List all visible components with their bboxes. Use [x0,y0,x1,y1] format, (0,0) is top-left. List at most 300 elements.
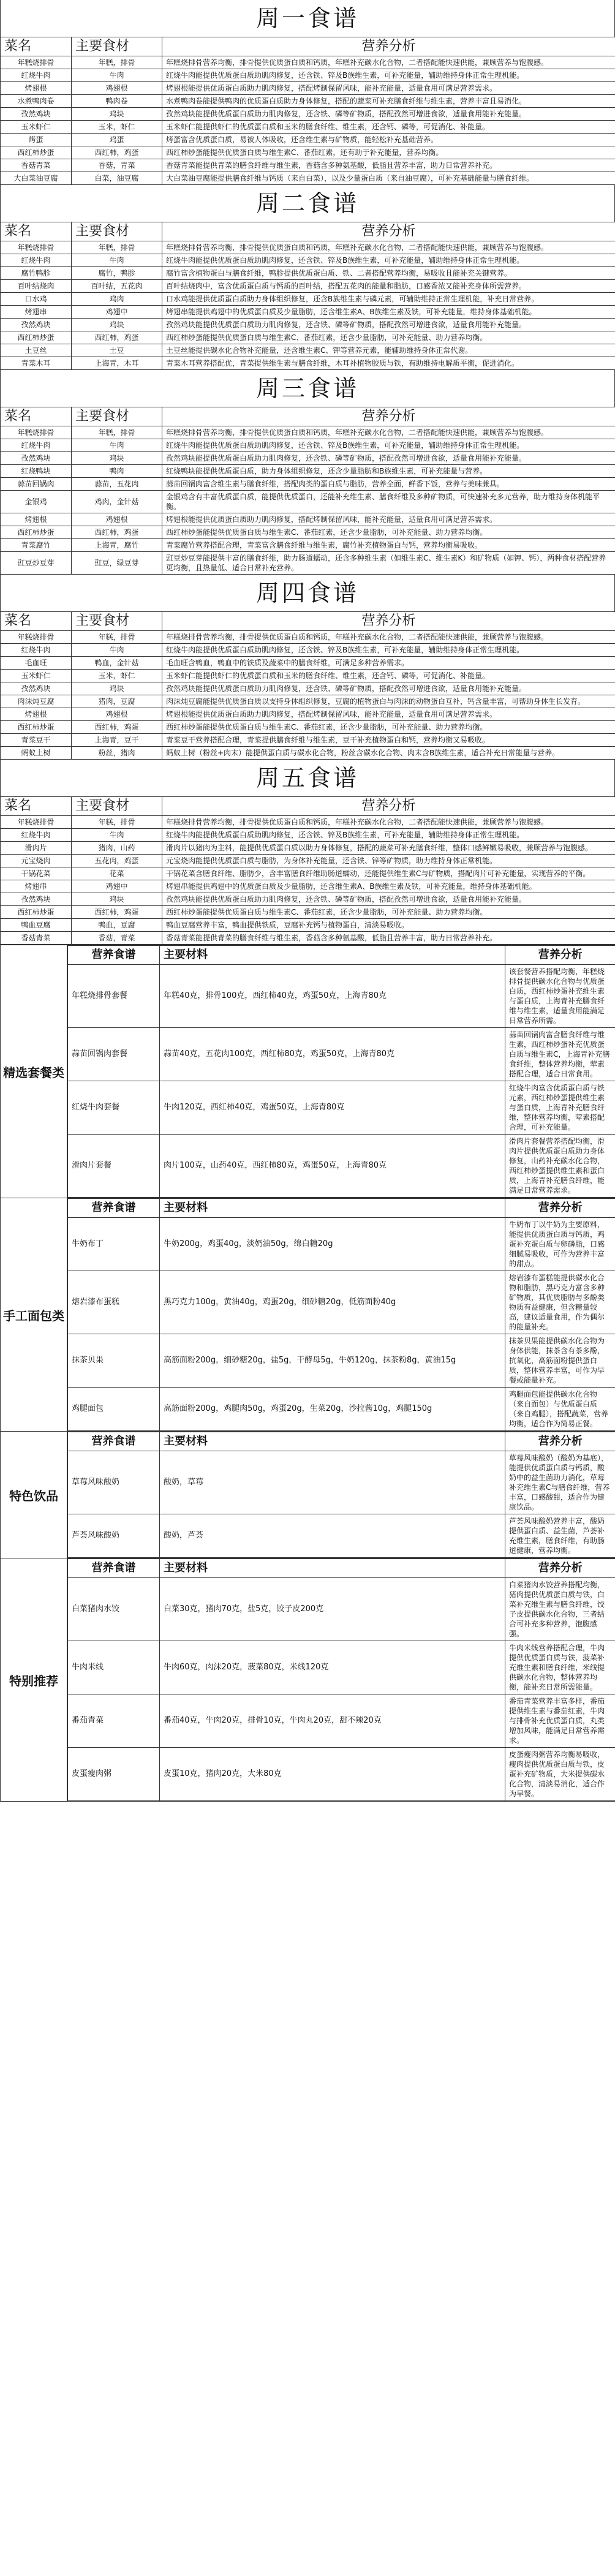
dish-name: 年糕烧排骨 [1,426,72,439]
dish-name: 鸭血豆腐 [1,919,72,932]
table-row [68,1218,615,1271]
recipe-materials: 白菜30克，猪肉70克，盐5克，饺子皮200克 [160,1578,505,1641]
section-column-header: 营养食谱 [68,1432,160,1451]
dish-ingredients: 猪肉，山药 [72,842,162,855]
dish-ingredients: 猪肉，豆腐 [72,695,162,708]
special-sections [0,945,615,1802]
recipe-analysis: 白菜猪肉水饺营养搭配均衡，猪肉提供优质蛋白质与铁，白菜补充维生素与膳食纤维，饺子皮提供碳水化合物，三者结合可补充多种营养，饱腹感强。 [505,1578,615,1641]
dish-ingredients: 上海青，木耳 [72,357,162,370]
table-row [1,159,615,172]
table-row [1,816,615,829]
dish-nutrition: 红烧牛肉能提供优质蛋白质助肌肉修复，还含铁、锌及B族维生素，可补充能量，辅助维持身体正常生理机能。 [162,644,615,657]
dish-name: 西红柿炒蛋 [1,146,72,159]
table-row [1,134,615,146]
dish-name: 红烧牛肉 [1,829,72,842]
dish-nutrition: 肉沫炖豆腐能提供优质蛋白质以支持身体组织修复，豆腐的植物蛋白与肉沫的动物蛋白互补，钙含量丰富，可帮助身体生长发育。 [162,695,615,708]
dish-nutrition: 大白菜油豆腐能提供膳食纤维与钙质（来自白菜），以及少量蛋白质（来自油豆腐），可补充基础能量与膳食纤维。 [162,172,615,185]
table-row [1,682,615,695]
dish-nutrition: 烤翅串能提供鸡翅中的优质蛋白质及少量脂肪，还含维生素A、B族维生素及铁，可补充能量，维持身体基础机能。 [162,306,615,319]
table-row [1,867,615,880]
dish-ingredients: 上海青，腐竹 [72,539,162,552]
dish-name: 青菜豆干 [1,734,72,747]
recipe-name: 熔岩漆布蛋糕 [68,1271,160,1334]
recipe-name: 白菜猪肉水饺 [68,1578,160,1641]
dish-ingredients: 香菇，青菜 [72,159,162,172]
table-row [1,708,615,721]
dish-ingredients: 土豆 [72,344,162,357]
dish-ingredients: 白菜，油豆腐 [72,172,162,185]
section-table [67,1198,615,1431]
column-header-name: 菜名 [1,407,72,426]
dish-ingredients: 鸭血，金针菇 [72,657,162,670]
section-column-header: 主要材料 [160,946,505,965]
week-table [0,222,615,370]
dish-nutrition: 青菜豆干营养搭配合理，青菜提供膳食纤维与维生素，豆干补充植物蛋白和钙，营养均衡又易吸收。 [162,734,615,747]
recipe-analysis: 熔岩漆布蛋糕能提供碳水化合物和脂肪，黑巧克力富含多种矿物质，其优质脂肪与多酚类物质有益健康，但含糖量较高，建议适量食用，作为偶尔的能量补充。 [505,1271,615,1334]
recipe-analysis: 滑肉片套餐营养搭配均衡，滑肉片提供优质蛋白质助力身体修复，山药补充碳水化合物，西红柿炒蛋提供维生素和蛋白质，上海青补充膳食纤维，能满足日常营养需求。 [505,1135,615,1198]
dish-ingredients: 牛肉 [72,439,162,452]
table-row [1,465,615,478]
dish-nutrition: 玉米虾仁能提供虾仁的优质蛋白质和玉米的膳食纤维、维生素，还含钙、磷等，可促消化、补能量。 [162,121,615,134]
section-column-header: 主要材料 [160,1432,505,1451]
recipe-analysis: 牛奶布丁以牛奶为主要原料，能提供优质蛋白质与钙质，鸡蛋补充蛋白质与卵磷脂，口感细腻易吸收，可作为营养丰富的甜点。 [505,1218,615,1271]
dish-ingredients: 年糕，排骨 [72,631,162,644]
table-row [68,1578,615,1641]
table-row [1,267,615,280]
dish-ingredients: 年糕，排骨 [72,56,162,69]
section-column-header: 营养分析 [505,1432,615,1451]
recipe-analysis: 番茄青菜营养丰富多样，番茄提供维生素与番茄红素，牛肉与排骨补充优质蛋白质，丸类增加风味，能满足日常营养需求。 [505,1694,615,1748]
dish-nutrition: 孜然鸡块能提供优质蛋白质助力肌肉修复，还含铁、磷等矿物质，搭配孜然可增进食欲，适量食用能补充能量。 [162,319,615,331]
dish-name: 烤翅串 [1,306,72,319]
week-title: 周四食谱 [0,575,615,611]
section-table [67,1432,615,1558]
dish-nutrition: 滑肉片以猪肉为主料，能提供优质蛋白质以助力身体修复，搭配的蔬菜可补充膳食纤维，整体口感鲜嫩易吸收，兼顾营养与饱腹感。 [162,842,615,855]
table-row [1,172,615,185]
recipe-analysis: 草莓风味酸奶（酸奶为基底），能提供优质蛋白质与钙质，酸奶中的益生菌助力消化，草莓补充维生素C与膳食纤维，营养丰富，口感酸甜，适合作为健康饮品。 [505,1451,615,1514]
column-header-nutrition: 营养分析 [162,222,615,241]
dish-name: 香菇青菜 [1,159,72,172]
week-menu [0,370,615,575]
table-row [1,842,615,855]
recipe-analysis: 鸡腿面包能提供碳水化合物（来自面包）与优质蛋白质（来自鸡腿），搭配蔬菜，营养均衡，适合作为简易正餐。 [505,1388,615,1431]
dish-ingredients: 鸡蛋 [72,134,162,146]
table-row [68,1514,615,1558]
dish-ingredients: 西红柿，鸡蛋 [72,331,162,344]
table-row [68,1641,615,1694]
table-row [1,426,615,439]
dish-ingredients: 牛肉 [72,254,162,267]
column-header-name: 菜名 [1,612,72,631]
recipe-name: 红烧牛肉套餐 [68,1081,160,1135]
dish-ingredients: 牛肉 [72,644,162,657]
column-header-ingredients: 主要食材 [72,222,162,241]
week-menu [0,575,615,760]
column-header-name: 菜名 [1,797,72,816]
week-table [0,796,615,945]
column-header-ingredients: 主要食材 [72,797,162,816]
dish-ingredients: 鸡肉 [72,293,162,306]
dish-name: 红烧牛肉 [1,254,72,267]
section-label: 精选套餐类 [1,945,67,1198]
dish-ingredients: 年糕，排骨 [72,241,162,254]
dish-nutrition: 烤翅根能提供优质蛋白质助力肌肉修复，搭配烤制保留风味，能补充能量，适量食用可满足营养需求。 [162,82,615,95]
dish-name: 土豆丝 [1,344,72,357]
dish-ingredients: 鸡翅中 [72,880,162,893]
dish-nutrition: 腐竹富含植物蛋白与膳食纤维，鸭胗提供优质蛋白质、铁、二者搭配营养均衡，易吸收且能补充关键营养。 [162,267,615,280]
dish-ingredients: 鸭肉 [72,465,162,478]
weekly-menus [0,0,615,945]
dish-name: 烤翅根 [1,513,72,526]
dish-nutrition: 红烧牛肉能提供优质蛋白质助肌肉修复，还含铁、锌及B族维生素，可补充能量，辅助维持身体正常生理机能。 [162,829,615,842]
section-label: 特色饮品 [1,1432,67,1558]
section-column-header: 营养食谱 [68,1199,160,1218]
table-row [1,721,615,734]
dish-name: 百叶结烧肉 [1,280,72,293]
dish-nutrition: 西红柿炒蛋能提供优质蛋白质与维生素C、番茄红素，还含少量脂肪，可补充能量、助力营养均衡。 [162,721,615,734]
dish-ingredients: 粉丝，猪肉 [72,747,162,760]
menu-section [1,1432,615,1558]
table-row [1,919,615,932]
dish-nutrition: 口水鸡能提供优质蛋白质助力身体组织修复，还含B族维生素与磷元素，可辅助维持正常生理机能，补充日常营养。 [162,293,615,306]
table-row [1,670,615,682]
week-table [0,611,615,760]
recipe-name: 滑肉片套餐 [68,1135,160,1198]
dish-nutrition: 百叶结烧肉中，富含优质蛋白质与钙质的百叶结，搭配五花肉的能量和脂肪，口感香浓又能补充身体所需营养。 [162,280,615,293]
dish-nutrition: 青菜木耳营养搭配优，青菜提供维生素与膳食纤维，木耳补植物胶质与铁，有助维持电解质平衡，促进消化。 [162,357,615,370]
table-row [1,121,615,134]
dish-ingredients: 蒜苗，五花肉 [72,478,162,491]
table-row [1,932,615,945]
dish-name: 金银鸡 [1,491,72,513]
dish-nutrition: 青菜腐竹营养搭配合理，青菜富含膳食纤维与维生素，腐竹补充植物蛋白与钙，营养均衡易吸收。 [162,539,615,552]
table-row [1,513,615,526]
column-header-name: 菜名 [1,37,72,56]
table-row [1,644,615,657]
dish-ingredients: 牛肉 [72,829,162,842]
week-menu [0,185,615,370]
dish-name: 红烧牛肉 [1,439,72,452]
dish-name: 烤翅串 [1,880,72,893]
table-row [1,695,615,708]
section-label: 手工面包类 [1,1198,67,1431]
recipe-name: 抹茶贝果 [68,1334,160,1388]
table-row [1,56,615,69]
dish-nutrition: 蚂蚁上树（粉丝+肉末）能提供蛋白质与碳水化合物，粉丝含碳水化合物、肉末含B族维生素，适合补充日常能量与营养。 [162,747,615,760]
dish-ingredients: 上海青，豆干 [72,734,162,747]
section-label: 特别推荐 [1,1558,67,1801]
table-row [1,357,615,370]
section-column-header: 营养分析 [505,1559,615,1578]
section-column-header: 主要材料 [160,1199,505,1218]
section-column-header: 营养分析 [505,946,615,965]
dish-nutrition: 年糕烧排骨营养均衡，排骨提供优质蛋白质和钙质，年糕补充碳水化合物，二者搭配能快速供能，兼顾营养与饱腹感。 [162,56,615,69]
dish-nutrition: 红烧鸭块能提供优质蛋白质，助力身体组织修复，还含少量脂肪和B族维生素，可补充能量与营养。 [162,465,615,478]
dish-name: 豇豆炒豆芽 [1,552,72,575]
recipe-analysis: 牛肉米线营养搭配合理，牛肉提供优质蛋白质与铁，菠菜补充维生素和膳食纤维，米线提供碳水化合物，整体营养均衡，能补充日常所需能量。 [505,1641,615,1694]
recipe-materials: 酸奶，芦荟 [160,1514,505,1558]
week-table [0,37,615,185]
table-row [1,657,615,670]
table-row [68,1334,615,1388]
dish-ingredients: 百叶结，五花肉 [72,280,162,293]
dish-ingredients: 鸡块 [72,452,162,465]
week-title: 周三食谱 [0,370,615,407]
column-header-ingredients: 主要食材 [72,612,162,631]
dish-name: 毛血旺 [1,657,72,670]
dish-ingredients: 腐竹，鸭胗 [72,267,162,280]
column-header-ingredients: 主要食材 [72,407,162,426]
table-row [1,880,615,893]
dish-name: 口水鸡 [1,293,72,306]
dish-ingredients: 鸡翅中 [72,306,162,319]
dish-name: 年糕烧排骨 [1,56,72,69]
dish-nutrition: 烤蛋富含优质蛋白质，易被人体吸收，还含维生素与矿物质，能轻松补充基础营养。 [162,134,615,146]
dish-nutrition: 年糕烧排骨营养均衡，排骨提供优质蛋白质和钙质，年糕补充碳水化合物，二者搭配能快速供能，兼顾营养与饱腹感。 [162,631,615,644]
dish-ingredients: 鸡肉，金针菇 [72,491,162,513]
recipe-materials: 黑巧克力100g，黄油40g，鸡蛋20g，细砂糖20g，低筋面粉40g [160,1271,505,1334]
table-row [68,1081,615,1135]
table-row [1,293,615,306]
recipe-materials: 番茄40克，牛肉20克，排骨10克，牛肉丸20克，甜不辣20克 [160,1694,505,1748]
recipe-name: 皮蛋瘦肉粥 [68,1748,160,1801]
dish-ingredients: 鸡块 [72,682,162,695]
table-row [1,331,615,344]
recipe-analysis: 红烧牛肉富含优质蛋白质与铁元素，西红柿炒蛋提供维生素与蛋白质，上海青补充膳食纤维，整体营养均衡，荤素搭配合理，可补充能量。 [505,1081,615,1135]
table-row [1,452,615,465]
table-row [1,906,615,919]
table-row [1,552,615,575]
dish-name: 青菜木耳 [1,357,72,370]
dish-nutrition: 金银鸡含有丰富优质蛋白质，能提供优质蛋白，还能补充维生素、膳食纤维及多种矿物质，可快速补充多元营养，助力维持身体机能平衡。 [162,491,615,513]
table-row [68,965,615,1028]
recipe-name: 牛奶布丁 [68,1218,160,1271]
recipe-name: 草莓风味酸奶 [68,1451,160,1514]
table-row [1,631,615,644]
recipe-materials: 皮蛋10克，猪肉20克，大米80克 [160,1748,505,1801]
dish-nutrition: 孜然鸡块能提供优质蛋白质助力肌肉修复，还含铁、磷等矿物质，搭配孜然可增进食欲，适量食用能补充能量。 [162,682,615,695]
dish-name: 烤翅根 [1,82,72,95]
dish-name: 孜然鸡块 [1,452,72,465]
table-row [1,526,615,539]
dish-ingredients: 西红柿，鸡蛋 [72,526,162,539]
table-row [1,69,615,82]
recipe-name: 芦荟风味酸奶 [68,1514,160,1558]
table-row [1,254,615,267]
dish-name: 香菇青菜 [1,932,72,945]
column-header-nutrition: 营养分析 [162,37,615,56]
table-row [1,344,615,357]
menu-section [1,1558,615,1802]
dish-nutrition: 元宝烧肉能提供优质蛋白质与脂肪，为身体补充能量，还含铁、锌等矿物质，助力维持身体正常机能。 [162,855,615,867]
dish-nutrition: 红烧牛肉能提供优质蛋白质助肌肉修复，还含铁、锌及B族维生素，可补充能量，辅助维持身体正常生理机能。 [162,439,615,452]
recipe-materials: 牛肉60克，肉沫20克，菠菜80克，米线120克 [160,1641,505,1694]
recipe-materials: 肉片100克，山药40克，西红柿80克，鸡蛋50克，上海青80克 [160,1135,505,1198]
dish-nutrition: 红烧牛肉能提供优质蛋白质助肌肉修复，还含铁、锌及B族维生素，可补充能量，辅助维持身体正常生理机能。 [162,69,615,82]
section-table [67,945,615,1198]
recipe-analysis: 该套餐营养搭配均衡，年糕烧排骨提供碳水化合物与优质蛋白质，西红柿炒蛋补充维生素与蛋白质，上海青补充膳食纤维与维生素，适量食用能满足日常营养所需。 [505,965,615,1028]
dish-ingredients: 鸡块 [72,108,162,121]
dish-nutrition: 烤翅串能提供鸡翅中的优质蛋白质及少量脂肪，还含维生素A、B族维生素及铁，可补充能量，维持身体基础机能。 [162,880,615,893]
dish-name: 年糕烧排骨 [1,631,72,644]
dish-name: 蚂蚁上树 [1,747,72,760]
week-title: 周一食谱 [0,0,615,37]
recipe-materials: 牛奶200g，鸡蛋40g，淡奶油50g，绵白糖20g [160,1218,505,1271]
recipe-materials: 蒜苗40克，五花肉100克，西红柿80克，鸡蛋50克，上海青80克 [160,1028,505,1081]
dish-nutrition: 香菇青菜能提供青菜的膳食纤维与维生素，香菇含多种氨基酸，低脂且营养丰富，助力日常营养补充。 [162,159,615,172]
table-row [68,1388,615,1431]
dish-nutrition: 烤翅根能提供优质蛋白质助力肌肉修复，搭配烤制保留风味，能补充能量，适量食用可满足营养需求。 [162,513,615,526]
dish-name: 大白菜油豆腐 [1,172,72,185]
recipe-materials: 高筋面粉200g，细砂糖20g，盐5g，干酵母5g，牛奶120g，抹茶粉8g，黄油15g [160,1334,505,1388]
dish-nutrition: 年糕烧排骨营养均衡，排骨提供优质蛋白质和钙质，年糕补充碳水化合物，二者搭配能快速供能，兼顾营养与饱腹感。 [162,816,615,829]
table-row [68,1135,615,1198]
column-header-nutrition: 营养分析 [162,612,615,631]
dish-ingredients: 牛肉 [72,69,162,82]
dish-name: 玉米虾仁 [1,670,72,682]
table-row [1,491,615,513]
dish-ingredients: 鸡块 [72,893,162,906]
recipe-name: 鸡腿面包 [68,1388,160,1431]
recipe-name: 牛肉米线 [68,1641,160,1694]
dish-nutrition: 玉米虾仁能提供虾仁的优质蛋白质和玉米的膳食纤维、维生素，还含钙、磷等，可促消化、补能量。 [162,670,615,682]
recipe-name: 年糕烧排骨套餐 [68,965,160,1028]
table-row [68,1694,615,1748]
dish-name: 年糕烧排骨 [1,241,72,254]
table-row [1,734,615,747]
dish-nutrition: 西红柿炒蛋能提供优质蛋白质与维生素C、番茄红素，还含少量脂肪，可补充能量、助力营养均衡。 [162,526,615,539]
dish-name: 孜然鸡块 [1,893,72,906]
section-column-header: 营养食谱 [68,1559,160,1578]
dish-nutrition: 毛血旺含鸭血，鸭血中的铁质及蔬菜中的膳食纤维，可满足多种营养需求。 [162,657,615,670]
dish-nutrition: 豇豆炒豆芽能提供丰富的膳食纤维，助力肠道蠕动，还含多种维生素（如维生素C、维生素K）和矿物质（如钾、钙），两种食材搭配营养更均衡，且热量低、适合日常补充营养。 [162,552,615,575]
dish-name: 孜然鸡块 [1,319,72,331]
dish-nutrition: 年糕烧排骨营养均衡，排骨提供优质蛋白质和钙质，年糕补充碳水化合物，二者搭配能快速供能，兼顾营养与饱腹感。 [162,241,615,254]
table-row [1,108,615,121]
dish-nutrition: 水煮鸭肉卷能提供鸭肉的优质蛋白质助力身体修复，搭配的蔬菜可补充膳食纤维与维生素，营养丰富且易消化。 [162,95,615,108]
dish-ingredients: 香菇，青菜 [72,932,162,945]
section-column-header: 营养食谱 [68,946,160,965]
dish-nutrition: 年糕烧排骨营养均衡，排骨提供优质蛋白质和钙质，年糕补充碳水化合物，二者搭配能快速供能，兼顾营养与饱腹感。 [162,426,615,439]
dish-ingredients: 五花肉，鸡蛋 [72,855,162,867]
dish-ingredients: 鸡翅根 [72,82,162,95]
dish-name: 西红柿炒蛋 [1,721,72,734]
dish-nutrition: 西红柿炒蛋能提供优质蛋白质与维生素C、番茄红素，还含少量脂肪，可补充能量、助力营养均衡。 [162,906,615,919]
table-row [1,747,615,760]
dish-ingredients: 鸡翅根 [72,708,162,721]
dish-ingredients: 年糕，排骨 [72,426,162,439]
table-row [1,95,615,108]
dish-ingredients: 鸭血，豆腐 [72,919,162,932]
week-menu [0,0,615,185]
table-row [1,280,615,293]
dish-ingredients: 玉米，虾仁 [72,670,162,682]
dish-name: 蒜苗回锅肉 [1,478,72,491]
table-row [1,893,615,906]
dish-nutrition: 烤翅根能提供优质蛋白质助力肌肉修复，搭配烤制保留风味，能补充能量，适量食用可满足营养需求。 [162,708,615,721]
column-header-nutrition: 营养分析 [162,797,615,816]
dish-nutrition: 红烧牛肉能提供优质蛋白质助肌肉修复，还含铁、锌及B族维生素，可补充能量，辅助维持身体正常生理机能。 [162,254,615,267]
dish-name: 西红柿炒蛋 [1,331,72,344]
dish-name: 年糕烧排骨 [1,816,72,829]
table-row [1,855,615,867]
table-row [1,478,615,491]
section-table [67,1558,615,1801]
recipe-analysis: 抹茶贝果能提供碳水化合物为身体供能，抹茶含有茶多酚，抗氧化，高筋面粉提供蛋白质，整体营养丰富，可作为早餐或能量补充。 [505,1334,615,1388]
dish-nutrition: 西红柿炒蛋能提供优质蛋白质与维生素C、番茄红素，还含少量脂肪，可补充能量、助力营养均衡。 [162,331,615,344]
dish-name: 滑肉片 [1,842,72,855]
table-row [1,539,615,552]
table-row [1,306,615,319]
dish-name: 烤翅根 [1,708,72,721]
recipe-analysis: 蒜苗回锅肉富含膳食纤维与维生素，西红柿炒蛋补充优质蛋白质与维生素C，上海青补充膳食纤维，整体营养均衡，荤素搭配合理，适合日常食用。 [505,1028,615,1081]
dish-name: 红烧鸭块 [1,465,72,478]
dish-ingredients: 西红柿，鸡蛋 [72,721,162,734]
dish-nutrition: 孜然鸡块能提供优质蛋白质助力肌肉修复，还含铁、磷等矿物质，搭配孜然可增进食欲，适量食用能补充能量。 [162,452,615,465]
dish-nutrition: 香菇青菜能提供青菜的膳食纤维与维生素，香菇含多种氨基酸，低脂且营养丰富，助力日常营养补充。 [162,932,615,945]
dish-name: 西红柿炒蛋 [1,906,72,919]
table-row [1,82,615,95]
week-table [0,407,615,575]
dish-nutrition: 干锅花菜含膳食纤维、脂肪少，含丰富膳食纤维助肠道蠕动，还能提供维生素C与矿物质，搭配肉片可补充能量，实现营养的平衡。 [162,867,615,880]
dish-nutrition: 孜然鸡块能提供优质蛋白质助力肌肉修复，还含铁、磷等矿物质，搭配孜然可增进食欲，适量食用能补充能量。 [162,893,615,906]
recipe-analysis: 芦荟风味酸奶营养丰富，酸奶提供蛋白质、益生菌，芦荟补充维生素，膳食纤维，有助肠道健康，营养均衡。 [505,1514,615,1558]
section-column-header: 主要材料 [160,1559,505,1578]
dish-nutrition: 蒜苗回锅肉富含维生素与膳食纤维，搭配肉类的蛋白质与脂肪，营养全面，鲜香下饭，营养与美味兼具。 [162,478,615,491]
table-row [1,319,615,331]
recipe-name: 番茄青菜 [68,1694,160,1748]
table-row [1,439,615,452]
recipe-materials: 酸奶，草莓 [160,1451,505,1514]
dish-name: 腐竹鸭胗 [1,267,72,280]
dish-nutrition: 鸭血豆腐营养丰富，鸭血提供铁质，豆腐补充钙与植物蛋白，清淡易吸收。 [162,919,615,932]
recipe-name: 蒜苗回锅肉套餐 [68,1028,160,1081]
dish-name: 元宝烧肉 [1,855,72,867]
dish-ingredients: 豇豆，绿豆芽 [72,552,162,575]
dish-nutrition: 西红柿炒蛋能提供优质蛋白质与维生素C、番茄红素，还有助于补充能量，营养均衡。 [162,146,615,159]
dish-name: 玉米虾仁 [1,121,72,134]
dish-name: 西红柿炒蛋 [1,526,72,539]
dish-name: 水煮鸭肉卷 [1,95,72,108]
dish-ingredients: 年糕，排骨 [72,816,162,829]
dish-name: 孜然鸡块 [1,682,72,695]
dish-ingredients: 鸡块 [72,319,162,331]
dish-nutrition: 土豆丝能提供碳水化合物补充能量，还含维生素C、钾等营养元素，能辅助维持身体正常代谢。 [162,344,615,357]
table-row [1,241,615,254]
recipe-materials: 牛肉120克，西红柿40克，鸡蛋50克，上海青80克 [160,1081,505,1135]
column-header-ingredients: 主要食材 [72,37,162,56]
recipe-analysis: 皮蛋瘦肉粥营养均衡易吸收，瘦肉提供优质蛋白质与铁，皮蛋补充矿物质，大米提供碳水化合物，清淡易消化，适合作为早餐。 [505,1748,615,1801]
dish-name: 干锅花菜 [1,867,72,880]
table-row [68,1748,615,1801]
dish-name: 烤蛋 [1,134,72,146]
column-header-name: 菜名 [1,222,72,241]
menu-section [1,1198,615,1432]
week-title: 周二食谱 [0,185,615,222]
recipe-materials: 高筋面粉200g，鸡腿肉50g，鸡蛋20g，生菜20g，沙拉酱10g，鸡腿150g [160,1388,505,1431]
dish-ingredients: 西红柿，鸡蛋 [72,146,162,159]
section-column-header: 营养分析 [505,1199,615,1218]
week-menu [0,760,615,945]
dish-name: 孜然鸡块 [1,108,72,121]
dish-name: 红烧牛肉 [1,644,72,657]
dish-ingredients: 花菜 [72,867,162,880]
table-row [1,829,615,842]
table-row [68,1271,615,1334]
dish-name: 肉沫炖豆腐 [1,695,72,708]
dish-name: 红烧牛肉 [1,69,72,82]
menu-section [1,945,615,1198]
